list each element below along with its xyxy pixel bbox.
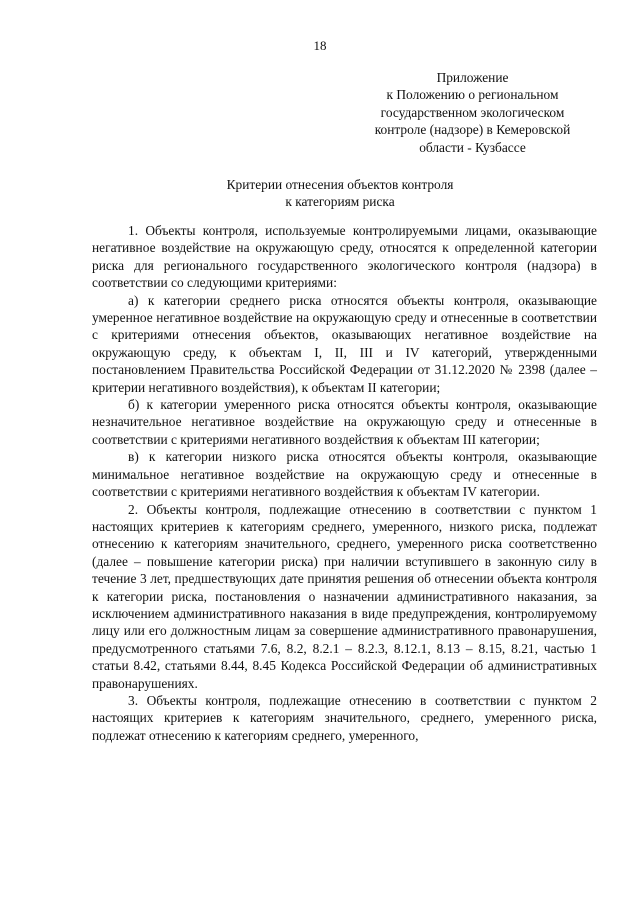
document-title <box>90 176 590 211</box>
page-number: 18 <box>313 38 327 53</box>
appendix-line: контроле (надзоре) в Кемеровской <box>374 122 571 138</box>
paragraph-3: 3. Объекты контроля, подлежащие отнесению в соответствии с пунктом 2 настоящих критериев к категориям значительного, среднего, умеренного риска, подлежат отнесению к категориям среднего, умеренного, <box>92 692 597 743</box>
appendix-header <box>340 69 605 156</box>
appendix-line: государственном экологическом <box>380 104 565 120</box>
paragraph-1: 1. Объекты контроля, используемые контролируемыми лицами, оказывающие негативное воздействие на окружающую среду, относятся к определенной категории риска для регионального государственного экологического контроля (надзора) в соответствии со следующими критериями: <box>92 223 597 291</box>
appendix-line: к Положению о региональном <box>386 87 559 103</box>
title-line: Критерии отнесения объектов контроля <box>226 177 454 192</box>
document-body <box>92 222 597 744</box>
appendix-line: Приложение <box>436 70 509 85</box>
paragraph-1c: в) к категории низкого риска относятся объекты контроля, оказывающие минимальное негативное воздействие на окружающую среду и отнесенные в соответствии с критериями негативного воздействия к объектам IV категории. <box>92 449 597 500</box>
paragraph-1b: б) к категории умеренного риска относятся объекты контроля, оказывающие незначительное негативное воздействие на окружающую среду и отнесенные в соответствии с критериями негативного воздействия к объектам III категории; <box>92 397 597 447</box>
paragraph-1a: а) к категории среднего риска относятся объекты контроля, оказывающие умеренное негативное воздействие на окружающую среду и отнесенные в соответствии с критериями отнесения объектов, оказывающих негативное воздействие на окружающую среду, к объектам I, II, III и IV категорий, утвержденными постановлением Правительства Российской Федерации от 31.12.2020 № 2398 (далее – критерии негативного воздействия), к объектам II категории; <box>92 292 597 395</box>
appendix-line: области - Кузбассе <box>419 139 526 155</box>
paragraph-2: 2. Объекты контроля, подлежащие отнесению в соответствии с пунктом 1 настоящих критериев к категориям среднего, умеренного, низкого риска, подлежат отнесению к категориям значительного, среднего, умеренного риска соответственно (далее – повышение категории риска) при наличии вступившего в законную силу в течение 3 лет, предшествующих дате принятия решения об отнесении объекта контроля к категории риска, постановления о назначении административного наказания, за исключением административного наказания в виде предупреждения, контролируемому лицу или его должностным лицам за совершение административного правонарушения, предусмотренного статьями 7.6, 8.2, 8.2.1 – 8.2.3, 8.12.1, 8.13 – 8.15, 8.21, частью 1 статьи 8.42, статьями 8.44, 8.45 Кодекса Российской Федерации об административных правонарушениях. <box>92 501 597 691</box>
title-line: к категориям риска <box>285 194 395 210</box>
